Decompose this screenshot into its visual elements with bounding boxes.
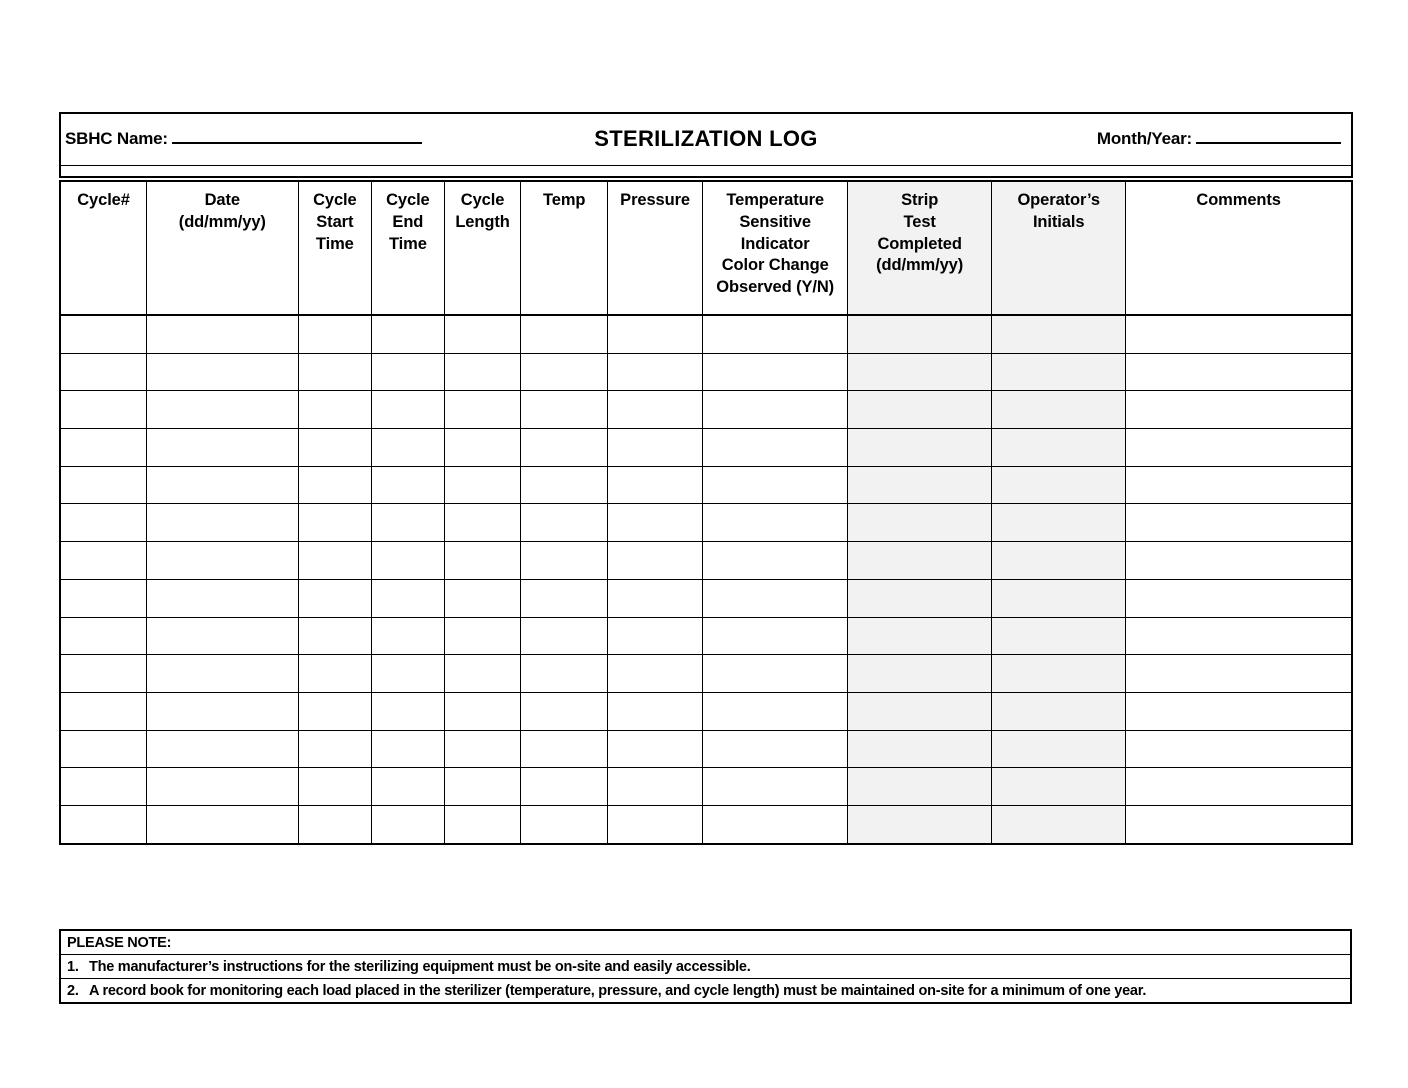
cell-comments[interactable] [1126, 805, 1352, 843]
cell-cycle_start_time[interactable] [298, 692, 372, 730]
cell-temp[interactable] [521, 805, 608, 843]
cell-temp[interactable] [521, 391, 608, 429]
cell-comments[interactable] [1126, 391, 1352, 429]
header-line: Operator’s [1017, 191, 1100, 209]
cell-temp[interactable] [521, 353, 608, 391]
cell-temp[interactable] [521, 692, 608, 730]
table-row [60, 768, 1352, 806]
cell-cycle_start_time[interactable] [298, 353, 372, 391]
header-line: Cycle [313, 191, 357, 209]
cell-pressure[interactable] [607, 353, 702, 391]
cell-cycle_number[interactable] [60, 353, 147, 391]
cell-strip_test_completed[interactable] [848, 617, 992, 655]
note-heading-row [60, 930, 1351, 955]
header-line: Completed [877, 234, 962, 253]
header-line: (dd/mm/yy) [876, 256, 964, 275]
header-line: Strip [901, 191, 939, 209]
note-item-2-text: A record book for monitoring each load placed in the sterilizer (temperature, pressure, and cycle length) must be maintained on-site for a minimum of one year. [89, 982, 1147, 999]
cell-strip_test_completed[interactable] [848, 504, 992, 542]
cell-cycle_number[interactable] [60, 768, 147, 806]
cell-operators_initials[interactable] [992, 617, 1126, 655]
cell-cycle_number[interactable] [60, 315, 147, 353]
cell-cycle_number[interactable] [60, 429, 147, 467]
cell-cycle_start_time[interactable] [298, 655, 372, 693]
cell-pressure[interactable] [607, 768, 702, 806]
column-header-cycle-number [60, 181, 147, 315]
cell-temp[interactable] [521, 542, 608, 580]
cell-temp[interactable] [521, 429, 608, 467]
cell-strip_test_completed[interactable] [848, 730, 992, 768]
cell-cycle_length[interactable] [444, 655, 521, 693]
cell-date[interactable] [147, 655, 298, 693]
cell-pressure[interactable] [607, 466, 702, 504]
cell-pressure[interactable] [607, 315, 702, 353]
header-line: Indicator [740, 234, 810, 253]
cell-cycle_length[interactable] [444, 730, 521, 768]
table-row [60, 353, 1352, 391]
column-header-cycle-start-time [298, 181, 372, 315]
cell-cycle_length[interactable] [444, 504, 521, 542]
cell-cycle_length[interactable] [444, 391, 521, 429]
header-line: Date [204, 191, 240, 209]
cell-strip_test_completed[interactable] [848, 391, 992, 429]
form-header-box [59, 112, 1353, 178]
cell-pressure[interactable] [607, 429, 702, 467]
cell-temp[interactable] [521, 579, 608, 617]
cell-cycle_start_time[interactable] [298, 542, 372, 580]
cell-cycle_end_time[interactable] [372, 730, 444, 768]
header-line: Time [388, 234, 427, 253]
note-item-row [60, 979, 1351, 1004]
header-line: Cycle# [77, 191, 130, 209]
header-line: Sensitive [739, 212, 811, 231]
table-row [60, 504, 1352, 542]
header-line: Time [315, 234, 354, 253]
cell-tsi_color_change[interactable] [703, 579, 848, 617]
cell-comments[interactable] [1126, 504, 1352, 542]
cell-tsi_color_change[interactable] [703, 655, 848, 693]
month-year-input[interactable] [1196, 129, 1341, 144]
cell-date[interactable] [147, 579, 298, 617]
note-item-2-number: 2. [67, 982, 79, 999]
cell-operators_initials[interactable] [992, 429, 1126, 467]
page-title: STERILIZATION LOG [594, 126, 818, 151]
table-row [60, 579, 1352, 617]
header-line: Color Change [721, 256, 829, 275]
cell-comments[interactable] [1126, 617, 1352, 655]
cell-date[interactable] [147, 504, 298, 542]
cell-cycle_end_time[interactable] [372, 315, 444, 353]
cell-operators_initials[interactable] [992, 692, 1126, 730]
cell-cycle_number[interactable] [60, 692, 147, 730]
cell-cycle_end_time[interactable] [372, 692, 444, 730]
column-header-date [147, 181, 298, 315]
cell-cycle_number[interactable] [60, 542, 147, 580]
table-row [60, 542, 1352, 580]
header-line: Observed (Y/N) [716, 278, 835, 297]
sterilization-log-table [59, 180, 1353, 845]
note-item-2 [60, 979, 1351, 1004]
cell-comments[interactable] [1126, 579, 1352, 617]
column-header-cycle-length [444, 181, 521, 315]
cell-date[interactable] [147, 542, 298, 580]
note-item-1-text: The manufacturer’s instructions for the sterilizing equipment must be on-site and easily accessible. [89, 958, 751, 975]
cell-cycle_start_time[interactable] [298, 579, 372, 617]
cell-cycle_number[interactable] [60, 730, 147, 768]
cell-strip_test_completed[interactable] [848, 466, 992, 504]
cell-pressure[interactable] [607, 805, 702, 843]
cell-tsi_color_change[interactable] [703, 391, 848, 429]
cell-temp[interactable] [521, 315, 608, 353]
cell-cycle_start_time[interactable] [298, 730, 372, 768]
cell-operators_initials[interactable] [992, 504, 1126, 542]
cell-tsi_color_change[interactable] [703, 730, 848, 768]
header-line: Temperature [726, 191, 825, 209]
cell-temp[interactable] [521, 466, 608, 504]
cell-operators_initials[interactable] [992, 542, 1126, 580]
cell-cycle_number[interactable] [60, 579, 147, 617]
form-header-top-row [61, 114, 1351, 166]
column-header-operators-initials [992, 181, 1126, 315]
month-year-field-group [1097, 129, 1341, 149]
cell-strip_test_completed[interactable] [848, 768, 992, 806]
cell-cycle_length[interactable] [444, 617, 521, 655]
cell-operators_initials[interactable] [992, 353, 1126, 391]
column-header-strip-test-completed [848, 181, 992, 315]
cell-date[interactable] [147, 692, 298, 730]
cell-pressure[interactable] [607, 617, 702, 655]
table-row [60, 805, 1352, 843]
cell-strip_test_completed[interactable] [848, 805, 992, 843]
note-heading: PLEASE NOTE: [60, 930, 1351, 955]
cell-cycle_length[interactable] [444, 353, 521, 391]
cell-pressure[interactable] [607, 391, 702, 429]
cell-cycle_start_time[interactable] [298, 617, 372, 655]
cell-cycle_number[interactable] [60, 391, 147, 429]
cell-comments[interactable] [1126, 466, 1352, 504]
cell-pressure[interactable] [607, 542, 702, 580]
table-row [60, 391, 1352, 429]
cell-cycle_end_time[interactable] [372, 805, 444, 843]
form-header-bottom-strip [61, 166, 1351, 178]
cell-comments[interactable] [1126, 542, 1352, 580]
cell-pressure[interactable] [607, 504, 702, 542]
cell-strip_test_completed[interactable] [848, 429, 992, 467]
column-header-temp [521, 181, 608, 315]
cell-pressure[interactable] [607, 579, 702, 617]
cell-tsi_color_change[interactable] [703, 542, 848, 580]
sbhc-name-label: SBHC Name: [65, 129, 168, 148]
cell-cycle_length[interactable] [444, 466, 521, 504]
cell-cycle_start_time[interactable] [298, 391, 372, 429]
cell-cycle_start_time[interactable] [298, 429, 372, 467]
table-row [60, 429, 1352, 467]
header-line: Initials [1032, 212, 1085, 231]
cell-cycle_end_time[interactable] [372, 617, 444, 655]
cell-comments[interactable] [1126, 353, 1352, 391]
cell-tsi_color_change[interactable] [703, 466, 848, 504]
cell-comments[interactable] [1126, 315, 1352, 353]
cell-operators_initials[interactable] [992, 768, 1126, 806]
cell-date[interactable] [147, 466, 298, 504]
cell-cycle_number[interactable] [60, 504, 147, 542]
cell-cycle_start_time[interactable] [298, 315, 372, 353]
cell-temp[interactable] [521, 617, 608, 655]
cell-tsi_color_change[interactable] [703, 353, 848, 391]
cell-operators_initials[interactable] [992, 579, 1126, 617]
cell-date[interactable] [147, 391, 298, 429]
note-item-1 [60, 955, 1351, 979]
cell-cycle_length[interactable] [444, 768, 521, 806]
cell-pressure[interactable] [607, 655, 702, 693]
cell-operators_initials[interactable] [992, 805, 1126, 843]
table-row [60, 466, 1352, 504]
cell-cycle_end_time[interactable] [372, 429, 444, 467]
header-line: End [392, 212, 424, 231]
cell-cycle_length[interactable] [444, 579, 521, 617]
cell-pressure[interactable] [607, 730, 702, 768]
table-body [60, 315, 1352, 844]
cell-cycle_end_time[interactable] [372, 504, 444, 542]
table-row [60, 617, 1352, 655]
header-line: Temp [543, 191, 586, 209]
cell-cycle_length[interactable] [444, 315, 521, 353]
cell-cycle_end_time[interactable] [372, 466, 444, 504]
cell-cycle_end_time[interactable] [372, 768, 444, 806]
header-line: Pressure [620, 191, 691, 209]
cell-comments[interactable] [1126, 429, 1352, 467]
cell-date[interactable] [147, 617, 298, 655]
cell-tsi_color_change[interactable] [703, 504, 848, 542]
column-header-cycle-end-time [372, 181, 444, 315]
cell-operators_initials[interactable] [992, 315, 1126, 353]
cell-strip_test_completed[interactable] [848, 579, 992, 617]
cell-cycle_number[interactable] [60, 805, 147, 843]
cell-tsi_color_change[interactable] [703, 429, 848, 467]
table-row [60, 692, 1352, 730]
cell-cycle_start_time[interactable] [298, 805, 372, 843]
cell-strip_test_completed[interactable] [848, 692, 992, 730]
header-line: Test [903, 212, 936, 231]
table-row [60, 730, 1352, 768]
table-header [60, 181, 1352, 315]
cell-comments[interactable] [1126, 730, 1352, 768]
cell-cycle_end_time[interactable] [372, 579, 444, 617]
cell-cycle_end_time[interactable] [372, 655, 444, 693]
cell-cycle_number[interactable] [60, 655, 147, 693]
header-line: Cycle [386, 191, 430, 209]
header-line: Comments [1196, 191, 1281, 209]
cell-strip_test_completed[interactable] [848, 655, 992, 693]
cell-cycle_length[interactable] [444, 429, 521, 467]
cell-strip_test_completed[interactable] [848, 315, 992, 353]
cell-date[interactable] [147, 768, 298, 806]
cell-temp[interactable] [521, 504, 608, 542]
cell-cycle_length[interactable] [444, 542, 521, 580]
note-item-1-number: 1. [67, 958, 79, 975]
note-item-row [60, 955, 1351, 979]
cell-comments[interactable] [1126, 768, 1352, 806]
cell-cycle_start_time[interactable] [298, 768, 372, 806]
cell-temp[interactable] [521, 730, 608, 768]
cell-tsi_color_change[interactable] [703, 315, 848, 353]
cell-comments[interactable] [1126, 692, 1352, 730]
please-note-box [59, 929, 1352, 1004]
cell-cycle_end_time[interactable] [372, 353, 444, 391]
cell-strip_test_completed[interactable] [848, 542, 992, 580]
cell-cycle_length[interactable] [444, 805, 521, 843]
cell-cycle_end_time[interactable] [372, 542, 444, 580]
cell-operators_initials[interactable] [992, 730, 1126, 768]
cell-cycle_length[interactable] [444, 692, 521, 730]
cell-strip_test_completed[interactable] [848, 353, 992, 391]
table-row [60, 315, 1352, 353]
cell-operators_initials[interactable] [992, 391, 1126, 429]
column-header-comments [1126, 181, 1352, 315]
header-line: (dd/mm/yy) [178, 212, 266, 231]
cell-date[interactable] [147, 730, 298, 768]
cell-tsi_color_change[interactable] [703, 768, 848, 806]
cell-pressure[interactable] [607, 692, 702, 730]
cell-temp[interactable] [521, 655, 608, 693]
cell-cycle_number[interactable] [60, 466, 147, 504]
cell-tsi_color_change[interactable] [703, 617, 848, 655]
cell-cycle_end_time[interactable] [372, 391, 444, 429]
cell-date[interactable] [147, 353, 298, 391]
header-line: Length [455, 212, 510, 231]
header-line: Cycle [460, 191, 505, 209]
column-header-pressure [607, 181, 702, 315]
cell-cycle_start_time[interactable] [298, 466, 372, 504]
cell-temp[interactable] [521, 768, 608, 806]
cell-tsi_color_change[interactable] [703, 805, 848, 843]
cell-comments[interactable] [1126, 655, 1352, 693]
cell-date[interactable] [147, 805, 298, 843]
cell-date[interactable] [147, 429, 298, 467]
cell-date[interactable] [147, 315, 298, 353]
cell-tsi_color_change[interactable] [703, 692, 848, 730]
table-row [60, 655, 1352, 693]
table-header-row [60, 181, 1352, 315]
month-year-label: Month/Year: [1096, 129, 1192, 148]
cell-cycle_number[interactable] [60, 617, 147, 655]
cell-operators_initials[interactable] [992, 655, 1126, 693]
cell-cycle_start_time[interactable] [298, 504, 372, 542]
header-line: Start [316, 212, 354, 231]
column-header-tsi-color-change [703, 181, 848, 315]
cell-operators_initials[interactable] [992, 466, 1126, 504]
